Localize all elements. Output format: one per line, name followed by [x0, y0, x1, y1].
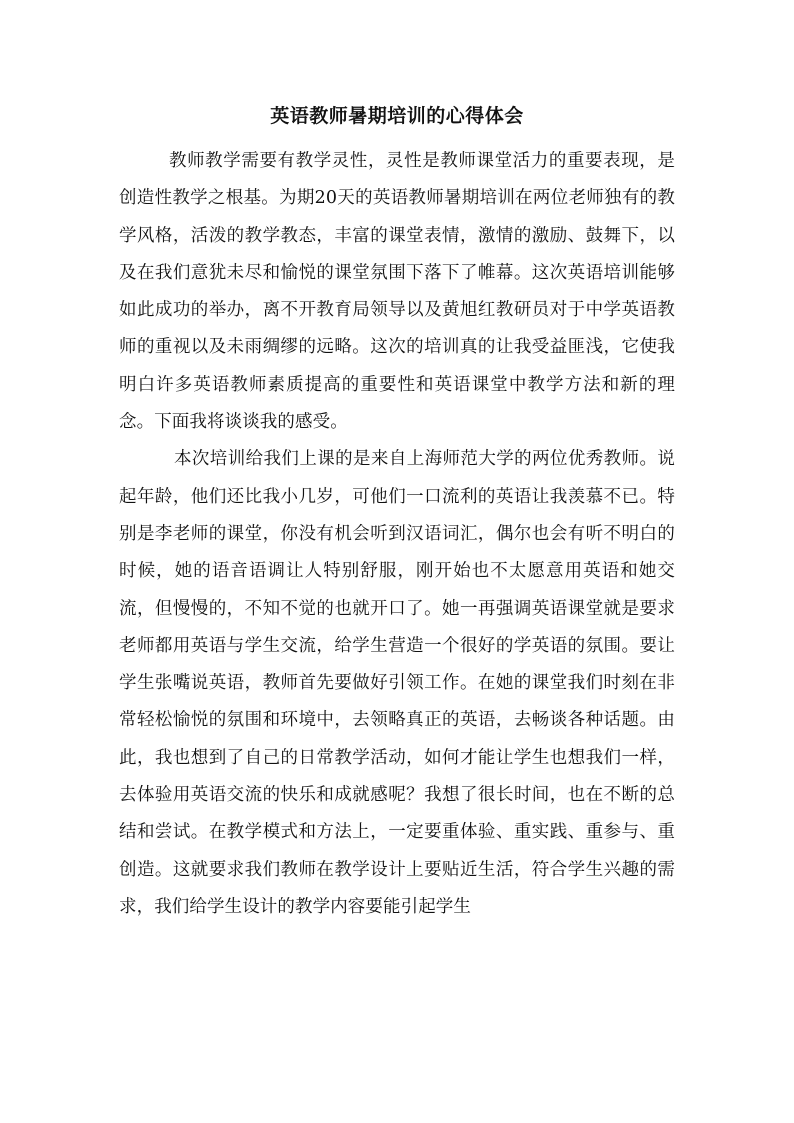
document-body: [119, 143, 675, 926]
paragraph-1: 教师教学需要有教学灵性，灵性是教师课堂活力的重要表现，是创造性教学之根基。为期20天的英语教师暑期培训在两位老师独有的教学风格，活泼的教学教态，丰富的课堂表情，激情的激励、鼓舞下，以及在我们意犹未尽和愉悦的课堂氛围下落下了帷幕。这次英语培训能够如此成功的举办，离不开教育局领导以及黄旭红教研员对于中学英语教师的重视以及未雨绸缪的远略。这次的培训真的让我受益匪浅，它使我明白许多英语教师素质提高的重要性和英语课堂中教学方法和新的理念。下面我将谈谈我的感受。: [119, 151, 675, 433]
paragraph-2: 本次培训给我们上课的是来自上海师范大学的两位优秀教师。说起年龄，他们还比我小几岁，可他们一口流利的英语让我羡慕不已。特别是李老师的课堂，你没有机会听到汉语词汇，偶尔也会有听不明白的时候，她的语音语调让人特别舒服，刚开始也不太愿意用英语和她交流，但慢慢的，不知不觉的也就开口了。她一再强调英语课堂就是要求老师都用英语与学生交流，给学生营造一个很好的学英语的氛围。要让学生张嘴说英语，教师首先要做好引领工作。在她的课堂我们时刻在非常轻松愉悦的氛围和环境中，去领略真正的英语，去畅谈各种话题。由此，我也想到了自己的日常教学活动，如何才能让学生也想我们一样，去体验用英语交流的快乐和成就感呢？我想了很长时间，也在不断的总结和尝试。在教学模式和方法上，一定要重体验、重实践、重参与、重创造。这就要求我们教师在教学设计上要贴近生活，符合学生兴趣的需求，我们给学生设计的教学内容要能引起学生: [119, 449, 675, 917]
document-title: 英语教师暑期培训的心得体会: [270, 105, 524, 127]
